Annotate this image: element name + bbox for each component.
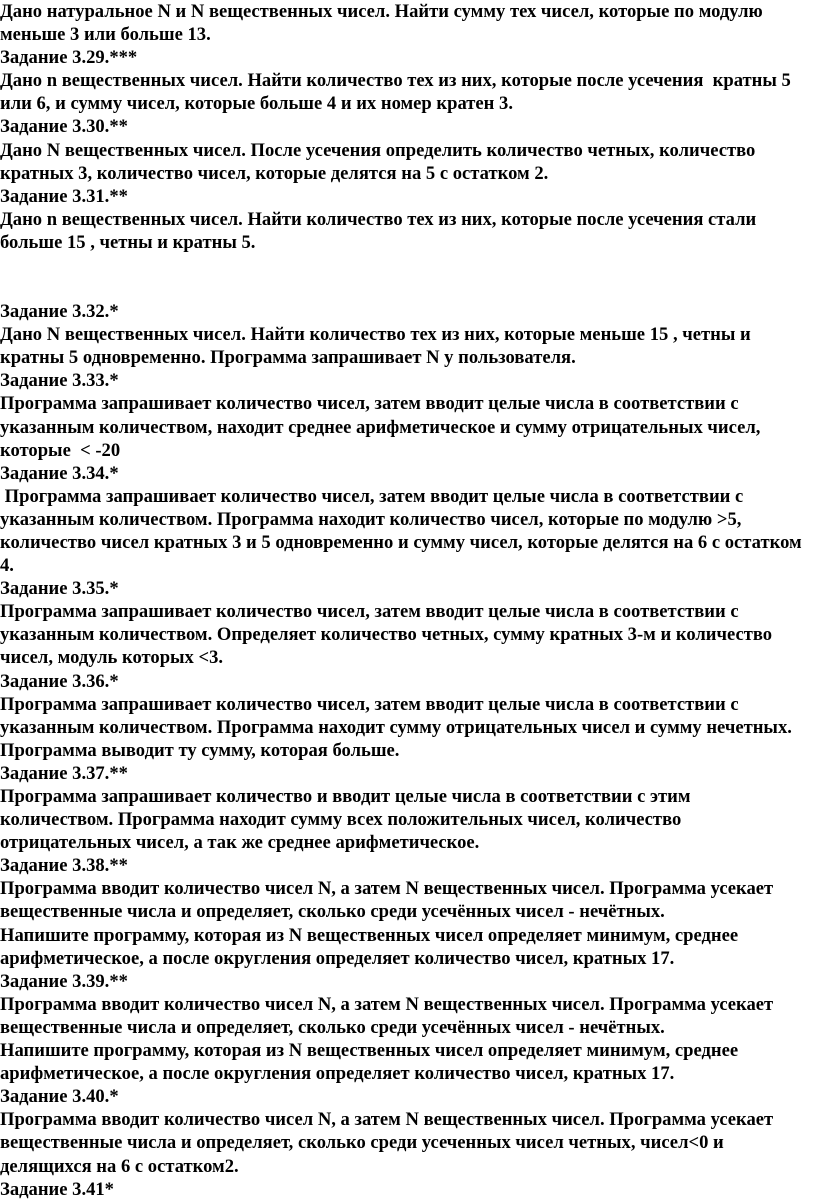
task-3-39-text: Программа вводит количество чисел N, а затем N вещественных чисел. Программа усекает вещественные числа и определяет, сколько среди усечённых чисел - нечётных. xyxy=(0,993,778,1038)
task-3-31-heading: Задание 3.31.** xyxy=(0,185,128,207)
task-3-35-text: Программа запрашивает количество чисел, затем вводит целые числа в соответствии с указанным количеством. Определяет количество четных, сумму кратных 3-м и количество чисел, модуль которых <3. xyxy=(0,601,777,669)
task-3-36-text: Программа запрашивает количество чисел, затем вводит целые числа в соответствии с указанным количеством. Программа находит сумму отрицательных чисел и сумму нечетных. Программа выводит ту сумму, которая больше. xyxy=(0,693,797,761)
task-3-33-text: Программа запрашивает количество чисел, затем вводит целые числа в соответствии с указанным количеством, находит среднее арифметическое и сумму отрицательных чисел, которые < -20 xyxy=(0,393,766,461)
task-3-33-heading: Задание 3.33.* xyxy=(0,370,119,392)
task-3-32-text: Дано N вещественных чисел. Найти количество тех из них, которые меньше 15 , четны и кратны 5 одновременно. Программа запрашивает N у пользователя. xyxy=(0,324,756,369)
task-intro-text: Дано натуральное N и N вещественных чисел. Найти сумму тех чисел, которые по модулю меньше 3 или больше 13. xyxy=(0,1,768,46)
task-3-40-text: Программа вводит количество чисел N, а затем N вещественных чисел. Программа усекает вещественные числа и определяет, сколько среди усеченных чисел четных, чисел<0 и делящихся на 6 с остатком2. xyxy=(0,1109,778,1177)
task-3-34-text: Программа запрашивает количество чисел, затем вводит целые числа в соответствии с указанным количеством. Программа находит количество чисел, которые по модулю >5, количество чисел кратных 3 и 5 одновременно и сумму чисел, которые делятся на 6 с остатком 4. xyxy=(0,485,807,577)
blank-space xyxy=(0,254,808,300)
task-3-39-heading: Задание 3.39.** xyxy=(0,970,128,992)
task-3-29-heading: Задание 3.29.*** xyxy=(0,47,138,69)
task-3-31-text: Дано n вещественных чисел. Найти количество тех из них, которые после усечения стали больше 15 , четны и кратны 5. xyxy=(0,208,761,253)
task-3-40-heading: Задание 3.40.* xyxy=(0,1086,119,1108)
task-3-30-heading: Задание 3.30.** xyxy=(0,116,128,138)
task-3-39-text-extra: Напишите программу, которая из N вещественных чисел определяет минимум, среднее арифметическое, а после округления определяет количество чисел, кратных 17. xyxy=(0,1040,743,1085)
task-3-30-text: Дано N вещественных чисел. После усечения определить количество четных, количество кратных 3, количество чисел, которые делятся на 5 с остатком 2. xyxy=(0,139,760,184)
task-3-38-text-extra: Напишите программу, которая из N вещественных чисел определяет минимум, среднее арифметическое, а после округления определяет количество чисел, кратных 17. xyxy=(0,924,743,969)
task-3-32-heading: Задание 3.32.* xyxy=(0,301,119,323)
task-3-38-text: Программа вводит количество чисел N, а затем N вещественных чисел. Программа усекает вещественные числа и определяет, сколько среди усечённых чисел - нечётных. xyxy=(0,878,778,923)
task-3-41-heading: Задание 3.41* xyxy=(0,1178,114,1200)
task-3-36-heading: Задание 3.36.* xyxy=(0,670,119,692)
task-3-35-heading: Задание 3.35.* xyxy=(0,578,119,600)
task-3-38-heading: Задание 3.38.** xyxy=(0,855,128,877)
task-3-37-heading: Задание 3.37.** xyxy=(0,762,128,784)
task-3-37-text: Программа запрашивает количество и вводит целые числа в соответствии с этим количеством. Программа находит сумму всех положительных чисел, количество отрицательных чисел, а так же среднее арифметическое. xyxy=(0,786,696,854)
task-3-29-text: Дано n вещественных чисел. Найти количество тех из них, которые после усечения кратны 5 или 6, и сумму чисел, которые больше 4 и их номер кратен 3. xyxy=(0,70,796,115)
task-3-34-heading: Задание 3.34.* xyxy=(0,462,119,484)
